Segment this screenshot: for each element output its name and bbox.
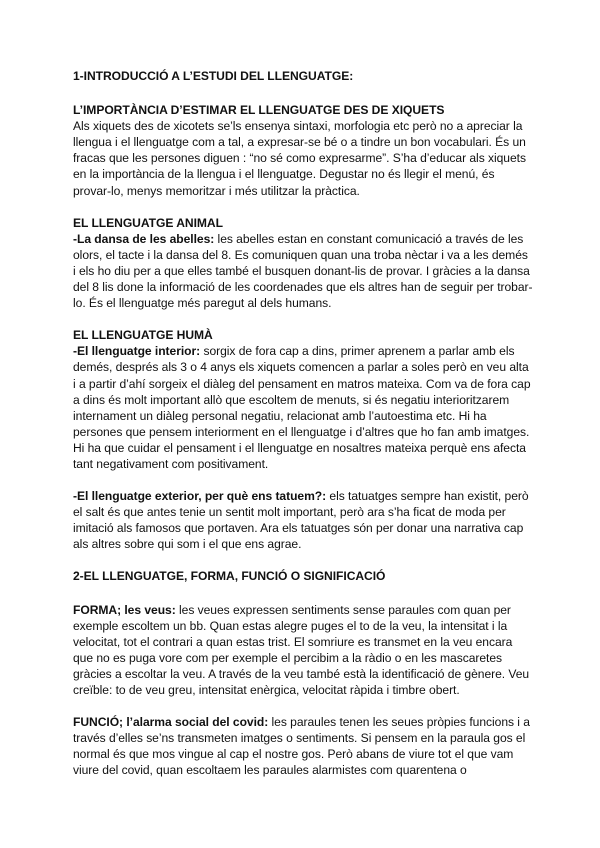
paragraph-voices bbox=[73, 602, 533, 699]
covid-alarm-text: les paraules tenen les seues pròpies funcions i a través d’elles se’ns transmeten imatges o sentiments. Si pensem en la paraula gos el normal és que mos vingue al cap el nostre gos. Però abans de viure tot el que vam viure del covid, quan escoltaem les paraules alarmistes com quarentena o bbox=[73, 715, 530, 778]
section-heading-human-language: EL LLENGUATGE HUMÀ bbox=[73, 328, 213, 343]
voices-label: FORMA; les veus: bbox=[73, 602, 176, 617]
paragraph-inner-language bbox=[73, 343, 533, 472]
inner-language-label: -El llenguatge interior: bbox=[73, 344, 201, 359]
document-body bbox=[73, 68, 533, 794]
paragraph-importance bbox=[73, 118, 533, 198]
paragraph-tattoos bbox=[73, 488, 533, 552]
paragraph-bee-dance bbox=[73, 231, 533, 311]
main-heading-2: 2-EL LLENGUATGE, FORMA, FUNCIÓ O SIGNIFICACIÓ bbox=[73, 569, 386, 584]
tattoos-label: -El llenguatge exterior, per què ens tatuem?: bbox=[73, 489, 327, 504]
bee-dance-label: -La dansa de les abelles: bbox=[73, 231, 215, 246]
covid-alarm-label: FUNCIÓ; l’alarma social del covid: bbox=[73, 715, 269, 730]
section-heading-importance: L’IMPORTÀNCIA D’ESTIMAR EL LLENGUATGE DES DE XIQUETS bbox=[73, 103, 445, 118]
main-heading-1: 1-INTRODUCCIÓ A L’ESTUDI DEL LLENGUATGE: bbox=[73, 69, 354, 83]
tattoos-text: els tatuatges sempre han existit, però el salt és que antes tenie un sentit molt important, però ara s’ha ficat de moda per imitació als famosos que portaven. Ara els tatuatges són per donar una narrativa cap als altres sobre qui som i el que ens agrae. bbox=[73, 489, 529, 552]
bee-dance-text: les abelles estan en constant comunicació a través de les olors, el tacte i la dansa del 8. Es comuniquen quan una troba nèctar i va a les demés i els ho diu per a que elles també el busquen donant-lis de provar. I gràcies a la dansa del 8 lis done la informació de les coordenades que els altres han de seguir per trobar-lo. És el llenguatge més paregut al dels humans. bbox=[73, 231, 533, 311]
paragraph-covid-alarm bbox=[73, 714, 533, 778]
voices-text: les veues expressen sentiments sense paraules com quan per exemple escoltem un bb. Quan estas alegre puges el to de la veu, la intensitat i la velocitat, tot el contrari a quan estas trist. El somriure es transmet en la veu encara que no es puga vore com per exemple el percibim a la ràdio o en les mascaretes gràcies a escoltar la veu. A través de la veu també està la identificació de gènere. Veu creïble: to de veu greu, intensitat enèrgica, velocitat ràpida i timbre obert. bbox=[73, 602, 530, 697]
inner-language-text: sorgix de fora cap a dins, primer aprenem a parlar amb els demés, després als 3 o 4 anys els xiquets comencen a parlar a soles però en veu alta i a partir d’ahí sorgeix el diàleg del pensament en matros mateixa. Com va de fora cap a dins és molt important allò que escoltem de menuts, si és negatiu interioritzarem internament un diàleg personal negatiu, relacionat amb l’autoestima etc. Hi ha persones que pensem interiorment en el llenguatge i d’altres que ho fan amb imatges. Hi ha que cuidar el pensament i el llenguatge en nosaltres mateixa perquè ens afecta tant negativament com positivament. bbox=[73, 344, 531, 471]
section-heading-animal-language: EL LLENGUATGE ANIMAL bbox=[73, 215, 223, 230]
paragraph-importance-text: Als xiquets des de xicotets se’ls ensenya sintaxi, morfologia etc però no a apreciar la llengua i el llenguatge com a tal, a expresar-se bé o a tindre un bon vocabulari. És un fracas que les persones diguen : “no sé como expresarme”. S’ha d’educar als xiquets en la importància de la llengua i el llenguatge. Degustar no és llegir el menú, és provar-lo, menys memoritzar i més utilitzar la pràctica. bbox=[73, 119, 526, 198]
